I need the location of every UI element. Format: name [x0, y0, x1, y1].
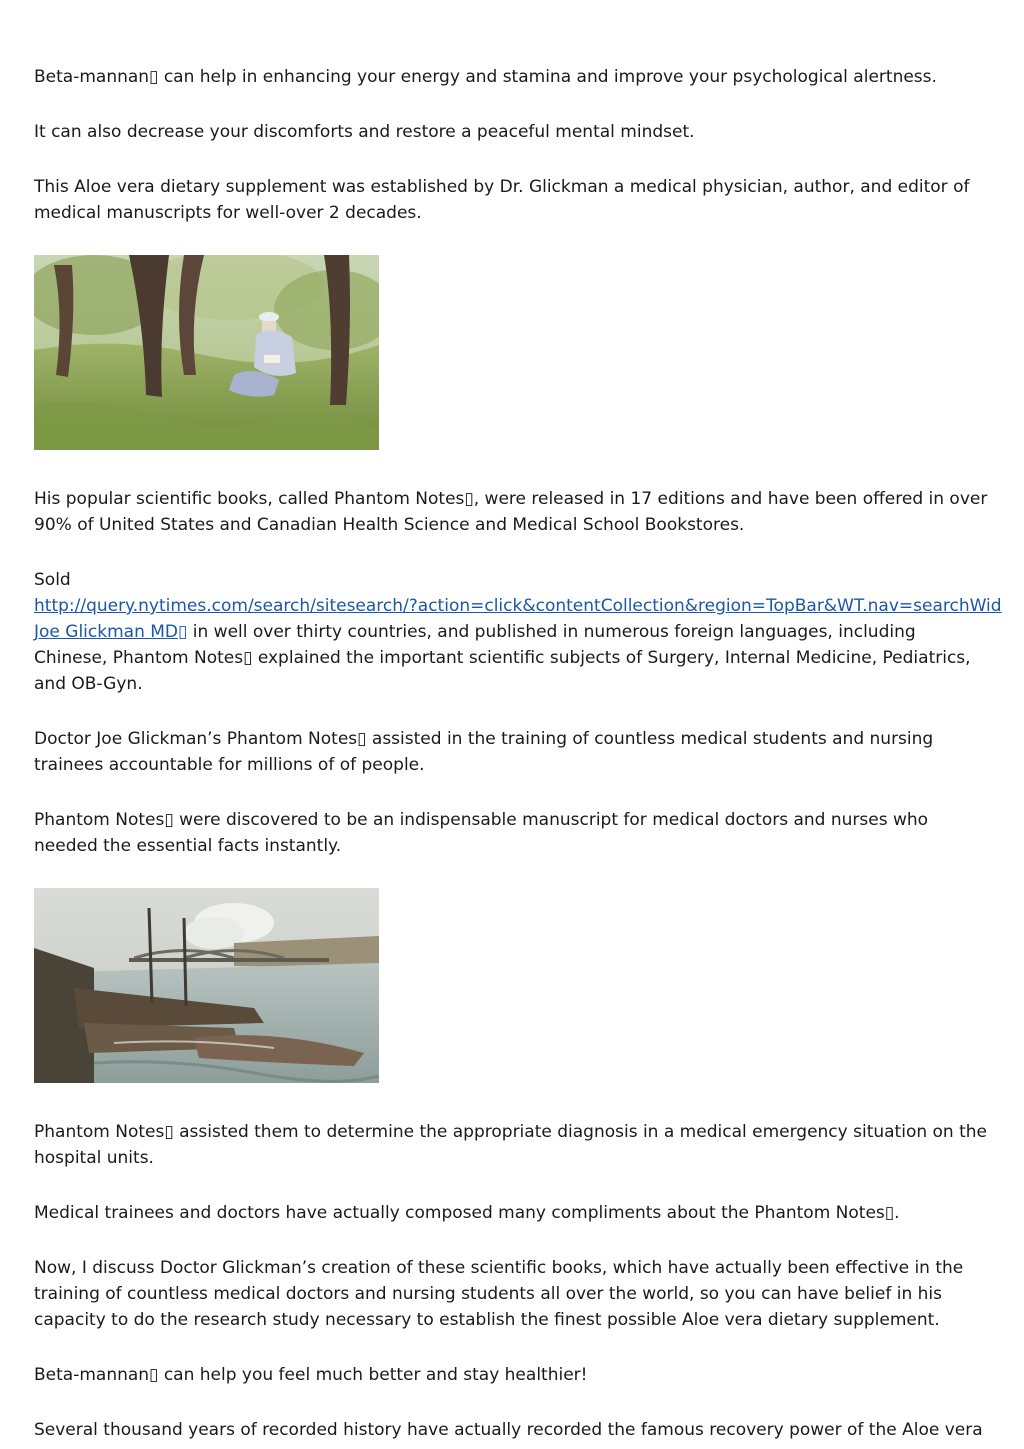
- paragraph-creation: Now, I discuss Doctor Glickman’s creation of these scientific books, which have actually been effective in the training of countless medical doctors and nursing students all over the world, so you can have belief in his capacity to do the research study necessary to establish the finest possible Aloe vera dietary supplement.: [34, 1258, 964, 1330]
- paragraph-compliments: Medical trainees and doctors have actually composed many compliments about the Phantom Notes▯.: [34, 1203, 900, 1223]
- painting-river-barges-image: [34, 888, 379, 1083]
- paragraph-healthier: Beta-mannan▯ can help you feel much better and stay healthier!: [34, 1365, 588, 1385]
- painting-woman-reading-image: [34, 255, 379, 450]
- paragraph-diagnosis: Phantom Notes▯ assisted them to determine the appropriate diagnosis in a medical emergency situation on the hospital units.: [34, 1122, 987, 1168]
- paragraph-phantom-notes-editions: His popular scientific books, called Phantom Notes▯, were released in 17 editions and have been offered in over 90% of United States and Canadian Health Science and Medical School Bookstores.: [34, 489, 988, 535]
- joe-glickman-link[interactable]: Joe Glickman MD▯: [34, 622, 188, 642]
- paragraph-energy: Beta-mannan▯ can help in enhancing your energy and stamina and improve your psychological alertness.: [34, 67, 937, 87]
- paragraph-sold: [34, 567, 1002, 697]
- paragraph-established: This Aloe vera dietary supplement was established by Dr. Glickman a medical physician, author, and editor of medical manuscripts for well-over 2 decades.: [34, 177, 970, 223]
- paragraph-training: Doctor Joe Glickman’s Phantom Notes▯ assisted in the training of countless medical students and nursing trainees accountable for millions of of people.: [34, 729, 934, 775]
- paragraph-discomforts: It can also decrease your discomforts and restore a peaceful mental mindset.: [34, 122, 695, 142]
- nytimes-search-link[interactable]: http://query.nytimes.com/search/sitesearch/?action=click&contentCollection&region=TopBar&WT.nav=searchWid: [34, 596, 1002, 616]
- paragraph-history: Several thousand years of recorded history have actually recorded the famous recovery power of the Aloe vera: [34, 1420, 983, 1440]
- sold-rest-text: in well over thirty countries, and published in numerous foreign languages, including Chinese, Phantom Notes▯ explained the important scientific subjects of Surgery, Internal Medicine, Pediatrics, and OB-Gyn.: [34, 622, 971, 694]
- paragraph-indispensable: Phantom Notes▯ were discovered to be an indispensable manuscript for medical doctors and nurses who needed the essential facts instantly.: [34, 810, 929, 856]
- sold-label: Sold: [34, 570, 71, 590]
